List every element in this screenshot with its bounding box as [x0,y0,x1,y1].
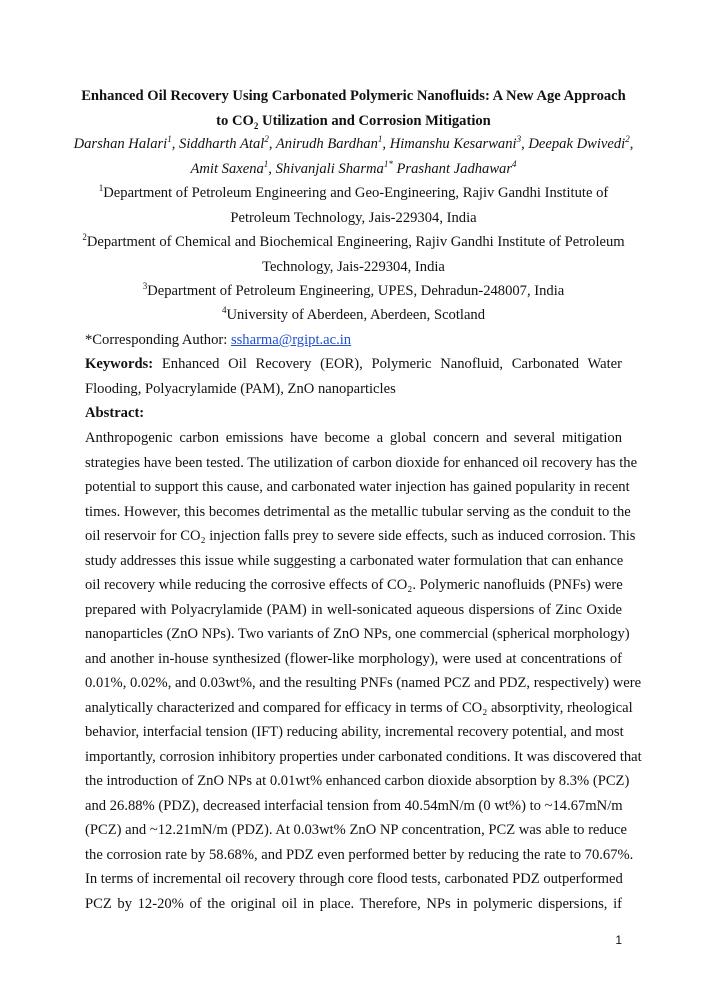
author-affiliation-sup: 1 [263,158,269,169]
page-number: 1 [615,933,622,947]
corresponding-email-link[interactable]: ssharma@rgipt.ac.in [230,332,352,348]
abstract-line: PCZ by 12-20% of the original oil in place. Therefore, NPs in polymeric dispersions, if [85,895,622,912]
title-line-2-pre: to CO [216,112,254,129]
author-separator: , [171,136,180,152]
abstract-line: study addresses this issue while suggesting a carbonated water formulation that can enhance [85,552,624,569]
author [396,158,517,177]
author-affiliation-sup: 2 [625,134,630,145]
author [179,136,276,152]
abstract-line: In terms of incremental oil recovery through core flood tests, carbonated PDZ outperformed [85,871,623,887]
abstract-body [85,426,642,916]
author [528,136,633,152]
author-name: Himanshu Kesarwani [389,136,517,152]
affiliation-2-line2: Technology, Jais-229304, India [262,258,445,275]
abstract-line: times. However, this becomes detrimental as the metallic tubular serving as the conduit to the [85,503,631,520]
author-affiliation-sup: 1* [383,158,393,169]
title-subscript: 2 [253,120,259,131]
abstract-line: the corrosion rate by 58.68%, and PDZ even performed better by reducing the rate to 70.67%. [85,846,634,863]
corresponding-author [85,328,622,353]
abstract-line: analytically characterized and compared for efficacy in terms of CO₂ absorptivity, rheological [85,699,633,716]
affiliation-1 [60,181,647,230]
affiliation-3-line1: Department of Petroleum Engineering, UPES, Dehradun-248007, India [147,283,565,299]
affiliation-4 [60,303,647,328]
affiliation-4-line1: University of Aberdeen, Aberdeen, Scotland [226,307,486,323]
author-separator: , [268,160,276,177]
author-affiliation-sup: 2 [264,134,269,145]
author [74,136,179,152]
author [276,136,390,152]
affiliation-2-sup: 2 [82,232,87,243]
abstract-line: oil reservoir for CO₂ injection falls prey to severe side effects, such as induced corrosion. This [85,528,636,544]
abstract-line: prepared with Polyacrylamide (PAM) in well-sonicated aqueous dispersions of Zinc Oxide [85,601,622,618]
abstract-line: nanoparticles (ZnO NPs). Two variants of ZnO NPs, one commercial (spherical morphology) [85,626,630,642]
author-affiliation-sup: 4 [512,158,517,169]
affiliation-4-sup: 4 [221,305,227,316]
corresponding-label: *Corresponding Author: [85,332,231,348]
author-separator: , [382,136,390,152]
author-name: Amit Saxena [190,160,264,177]
title-line-1: Enhanced Oil Recovery Using Carbonated Polymeric Nanofluids: A New Age Approach [81,88,626,104]
author-name: Darshan Halari [73,136,168,152]
author-name: Anirudh Bardhan [275,136,378,152]
paper-title [60,84,647,133]
affiliation-2 [60,230,647,279]
author-name: Siddharth Atal [179,136,265,152]
abstract-line: strategies have been tested. The utilization of carbon dioxide for enhanced oil recovery has the [85,454,638,471]
author-affiliation-sup: 3 [516,134,522,145]
abstract-line: 0.01%, 0.02%, and 0.03wt%, and the resulting PNFs (named PCZ and PDZ, respectively) were [85,675,642,691]
author-separator: , [521,136,529,152]
author [390,136,529,152]
author-separator: , [268,136,276,152]
keywords-label: Keywords: [85,356,154,372]
author-affiliation-sup: 1 [377,134,383,145]
abstract-line: behavior, interfacial tension (IFT) reducing ability, incremental recovery potential, and most [85,724,624,740]
affiliation-1-line1: Department of Petroleum Engineering and Geo-Engineering, Rajiv Gandhi Institute of [103,185,609,201]
affiliation-2-line1: Department of Chemical and Biochemical Engineering, Rajiv Gandhi Institute of Petroleum [86,234,625,250]
abstract-line: and another in-house synthesized (flower-like morphology), were used at concentrations of [85,650,622,667]
abstract-line: and 26.88% (PDZ), decreased interfacial tension from 40.54mN/m (0 wt%) to ~14.67mN/m [85,797,623,814]
abstract-line: the introduction of ZnO NPs at 0.01wt% enhanced carbon dioxide absorption by 8.3% (PCZ) [85,773,630,789]
author [275,158,397,177]
author-separator: , [629,136,634,152]
abstract-line: potential to support this cause, and carbonated water injection has gained popularity in recent [85,479,630,495]
title-line-2 [60,109,647,134]
affiliation-3 [60,279,647,304]
title-line-2-post: Utilization and Corrosion Mitigation [258,112,491,129]
author-name: Prashant Jadhawar [396,160,513,177]
abstract-line: importantly, corrosion inhibitory properties under carbonated conditions. It was discovered that [85,748,642,765]
author-list [60,132,647,181]
abstract-line: (PCZ) and ~12.21mN/m (PDZ). At 0.03wt% ZnO NP concentration, PCZ was able to reduce [85,822,627,838]
affiliation-1-sup: 1 [98,183,104,194]
author-name: Shivanjali Sharma [275,160,384,177]
author-name: Deepak Dwivedi [528,136,626,152]
keywords-text: Enhanced Oil Recovery (EOR), Polymeric Nanofluid, Carbonated Water Flooding, Polyacrylamide (PAM), ZnO nanoparticles [85,356,622,397]
author-affiliation-sup: 1 [167,134,172,145]
author [190,158,276,177]
abstract-line: oil recovery while reducing the corrosive effects of CO₂. Polymeric nanofluids (PNFs) were [85,577,623,593]
affiliation-1-line2: Petroleum Technology, Jais-229304, India [230,209,477,226]
abstract-line: Anthropogenic carbon emissions have become a global concern and several mitigation [85,430,622,446]
keywords [85,352,622,401]
abstract-heading: Abstract: [85,405,145,421]
affiliation-3-sup: 3 [142,281,148,292]
